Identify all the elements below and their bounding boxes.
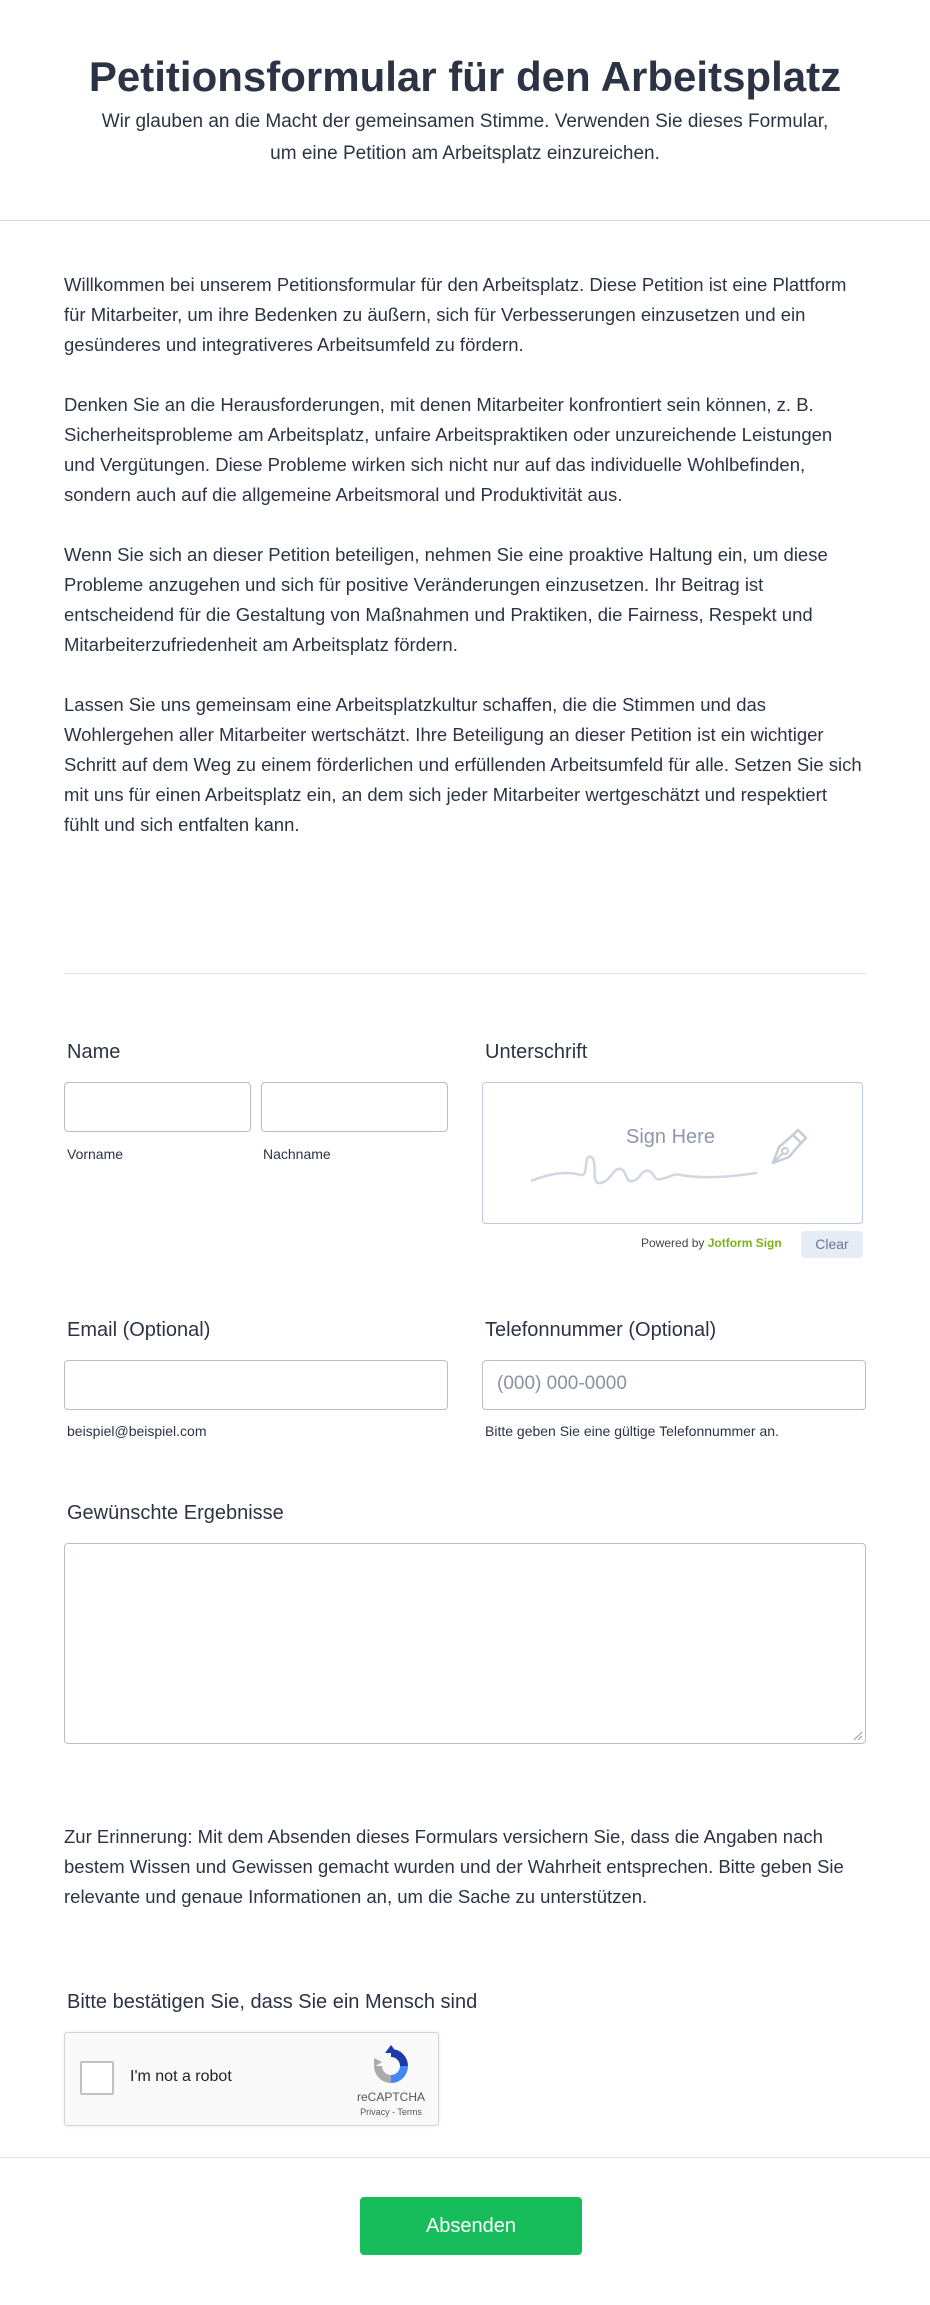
first-name-input[interactable] <box>64 1082 251 1132</box>
intro-paragraph: Denken Sie an die Herausforderungen, mit denen Mitarbeiter konfrontiert sein können, z. B. Sicherheitsprobleme am Arbeitsplatz, unfaire Arbeitspraktiken oder unzureichende Leistungen und Vergütungen. Diese Probleme wirken sich nicht nur auf das individuelle Wohlbefinden, sondern auch auf die allgemeine Arbeitsmoral und Produktivität aus. <box>64 394 833 505</box>
intro-paragraph: Willkommen bei unserem Petitionsformular für den Arbeitsplatz. Diese Petition ist eine Plattform für Mitarbeiter, um ihre Bedenken zu äußern, sich für Verbesserungen einzusetzen und ein gesünderes und integrativeres Arbeitsumfeld zu fördern. <box>64 274 847 355</box>
signature-label: Unterschrift <box>485 1041 588 1063</box>
recaptcha-logo-icon <box>370 2045 412 2087</box>
last-name-input[interactable] <box>261 1082 448 1132</box>
last-name-sublabel: Nachname <box>263 1146 331 1162</box>
recaptcha-brand: reCAPTCHA <box>356 2090 425 2104</box>
form-footer <box>0 2157 930 2305</box>
recaptcha-links[interactable]: Privacy - Terms <box>360 2107 422 2117</box>
pen-nib-icon <box>765 1125 811 1171</box>
phone-label: Telefonnummer (Optional) <box>485 1319 717 1341</box>
results-textarea[interactable] <box>64 1543 866 1744</box>
clear-signature-button[interactable]: Clear <box>801 1231 863 1258</box>
intro-text <box>64 270 866 870</box>
reminder-text: Zur Erinnerung: Mit dem Absenden dieses Formulars versichern Sie, dass die Angaben nach bestem Wissen und Gewissen gemacht wurden und der Wahrheit entsprechen. Bitte geben Sie relevante und genaue Informationen an, um die Sache zu unterstützen. <box>64 1826 844 1907</box>
intro-paragraph: Wenn Sie sich an dieser Petition beteiligen, nehmen Sie eine proaktive Haltung ein, um diese Probleme anzugehen und sich für positive Veränderungen einzusetzen. Ihr Beitrag ist entscheidend für die Gestaltung von Maßnahmen und Praktiken, die Fairness, Respekt und Mitarbeiterzufriedenheit am Arbeitsplatz fördern. <box>64 544 828 655</box>
powered-prefix: Powered by <box>641 1236 708 1250</box>
email-label: Email (Optional) <box>67 1319 211 1341</box>
captcha-label: Bitte bestätigen Sie, dass Sie ein Mensch sind <box>67 1991 478 2013</box>
email-input[interactable] <box>64 1360 448 1410</box>
resize-handle-icon[interactable] <box>852 1730 862 1740</box>
phone-placeholder: (000) 000-0000 <box>497 1373 627 1394</box>
results-label: Gewünschte Ergebnisse <box>67 1502 284 1524</box>
form-subtitle: Wir glauben an die Macht der gemeinsamen Stimme. Verwenden Sie dieses Formular, um eine Petition am Arbeitsplatz einzureichen. <box>101 111 829 164</box>
signature-pad[interactable] <box>482 1082 863 1224</box>
recaptcha-text: I'm not a robot <box>130 2068 232 2085</box>
recaptcha-checkbox[interactable] <box>80 2061 114 2095</box>
phone-sublabel: Bitte geben Sie eine gültige Telefonnummer an. <box>485 1423 779 1439</box>
jotform-sign-brand: Jotform Sign <box>707 1236 782 1250</box>
first-name-sublabel: Vorname <box>67 1146 124 1162</box>
form-header <box>0 0 930 221</box>
intro-paragraph: Lassen Sie uns gemeinsam eine Arbeitsplatzkultur schaffen, die die Stimmen und das Wohlergehen aller Mitarbeiter wertschätzt. Ihre Beteiligung an dieser Petition ist ein wichtiger Schritt auf dem Weg zu einem förderlichen und erfüllenden Arbeitsumfeld für alle. Setzen Sie sich mit uns für einen Arbeitsplatz ein, an dem sich jeder Mitarbeiter wertgeschätzt und respektiert fühlt und sich entfalten kann. <box>64 694 862 835</box>
section-divider <box>64 973 866 974</box>
email-sublabel: beispiel@beispiel.com <box>67 1423 207 1439</box>
name-label: Name <box>67 1041 121 1063</box>
signature-placeholder: Sign Here <box>626 1126 715 1148</box>
submit-button[interactable]: Absenden <box>360 2197 582 2255</box>
recaptcha-widget <box>64 2032 439 2126</box>
form-title: Petitionsformular für den Arbeitsplatz <box>88 53 842 100</box>
phone-input[interactable] <box>482 1360 866 1410</box>
powered-by <box>641 1236 782 1250</box>
